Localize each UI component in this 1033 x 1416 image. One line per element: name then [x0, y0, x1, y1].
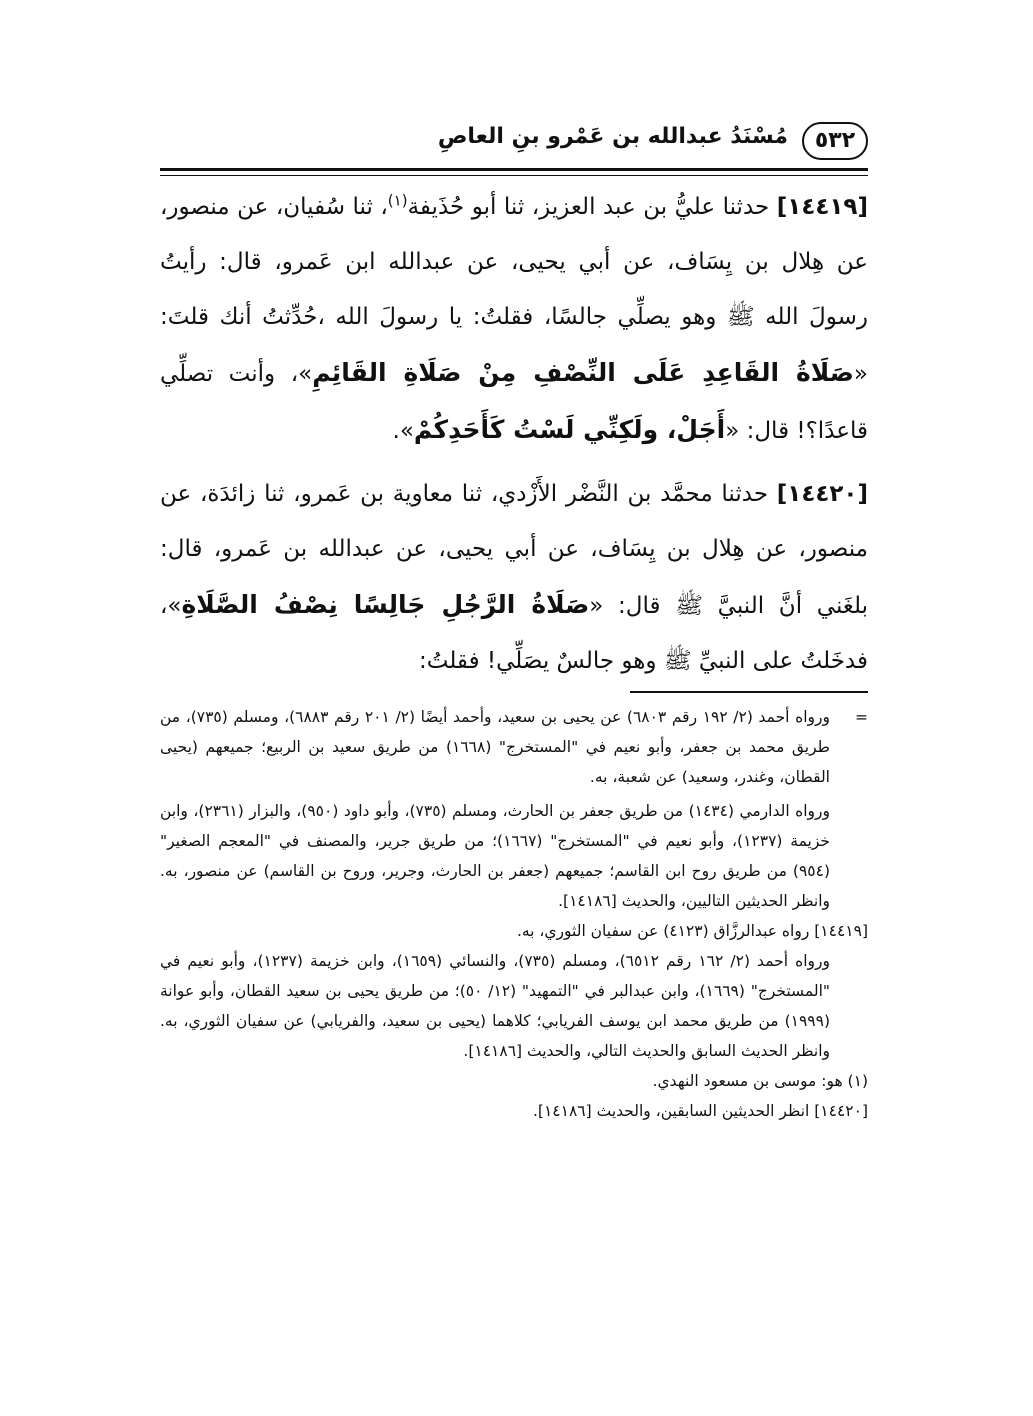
footnote-ref: (١)	[387, 191, 408, 210]
footnote-text: ورواه أحمد (٢/ ١٦٢ رقم ٦٥١٢)، ومسلم (٧٣٥)، والنسائي (١٦٥٩)، وابن خزيمة (١٢٣٧)، وأبو نعيم في "المستخرج" (١٦٦٩)، وابن عبدالبر في "التمهيد" (١٢/ ٥٠)؛ من طريق يحيى بن سعيد القطان، وأبو عوانة (١٩٩٩) من طريق محمد ابن يوسف الفريابي؛ كلاهما (يحيى بن سعيد، والفريابي) عن سفيان الثوري، به. وانظر الحديث السابق والحديث التالي، والحديث [١٤١٨٦].	[160, 952, 831, 1060]
page-header	[160, 118, 868, 170]
hadith-text: ».	[392, 418, 414, 444]
prophetic-quote: صَلَاةُ القَاعِدِ عَلَى النِّصْفِ مِنْ صَلَاةِ القَائِمِ	[312, 358, 854, 387]
footnote-text: [١٤٤٢٠] انظر الحديثين السابقين، والحديث [١٤١٨٦].	[533, 1102, 868, 1120]
footnote-paragraph	[160, 1096, 868, 1126]
header-rule-thin	[160, 175, 868, 176]
header-rule-thick	[160, 168, 868, 171]
continuation-marker: =	[855, 708, 868, 726]
hadith-14420	[160, 467, 868, 689]
hadith-text: ، ثنا سُفيان، عن منصور، عن هِلال بن يِسَاف، عن أبي يحيى، عن عبدالله ابن عَمرو، قال: رأيتُ رسولَ الله ﷺ وهو يصلِّي جالسًا، فقلتُ: يا رسولَ الله ،حُدِّثتُ أنك قلتَ: «	[160, 194, 868, 387]
hadith-text: حدثنا محمَّد بن النَّضْر الأَزْدي، ثنا معاوية بن عَمرو، ثنا زائدَة، عن منصور، عن هِلال بن يِسَاف، عن أبي يحيى، عن عبدالله بن عَمرو، قال: بلغَني أنَّ النبيَّ ﷺ قال: «	[160, 481, 868, 619]
footnote-separator	[630, 691, 868, 693]
footnote-paragraph	[160, 946, 868, 1066]
footnote-paragraph	[160, 916, 868, 946]
footnotes	[160, 702, 868, 1126]
footnote-text: [١٤٤١٩] رواه عبدالرزَّاق (٤١٢٣) عن سفيان الثوري، به.	[516, 922, 868, 940]
footnote-paragraph	[160, 702, 868, 792]
footnote-text: ورواه الدارمي (١٤٣٤) من طريق جعفر بن الحارث، ومسلم (٧٣٥)، وأبو داود (٩٥٠)، والبزار (٢٣٦١)، وابن خزيمة (١٢٣٧)، وأبو نعيم في "المستخرج" (١٦٦٧)؛ من طريق جرير، والمصنف في "المعجم الصغير" (٩٥٤) من طريق روح ابن القاسم؛ جميعهم (جعفر بن الحارث، وجرير، وروح بن القاسم) عن منصور، به. وانظر الحديثين التاليين، والحديث [١٤١٨٦].	[160, 802, 830, 910]
main-text	[160, 180, 868, 689]
hadith-text: حدثنا عليُّ بن عبد العزيز، ثنا أبو حُذَيفة	[407, 194, 777, 220]
footnote-paragraph	[160, 1066, 868, 1096]
hadith-14419	[160, 180, 868, 459]
hadith-number: [١٤٤١٩]	[776, 194, 868, 220]
hadith-number: [١٤٤٢٠]	[776, 481, 868, 507]
footnote-text: ورواه أحمد (٢/ ١٩٢ رقم ٦٨٠٣) عن يحيى بن سعيد، وأحمد أيضًا (٢/ ٢٠١ رقم ٦٨٨٣)، ومسلم (٧٣٥)، من طريق محمد بن جعفر، وأبو نعيم في "المستخرج" (١٦٦٨) من طريق سعيد بن الربيع؛ جميعهم (يحيى القطان، وغندر، وسعيد) عن شعبة، به.	[160, 708, 831, 786]
hadith-text: »، وأنت تصلِّي قاعدًا؟! قال: «	[160, 361, 868, 444]
running-title: مُسْنَدُ عبدالله بن عَمْرو بنِ العاصِ	[437, 124, 788, 149]
prophetic-quote: صَلَاةُ الرَّجُلِ جَالِسًا نِصْفُ الصَّلَاةِ	[181, 590, 590, 619]
page-number: ٥٣٢	[802, 122, 868, 160]
footnote-paragraph	[160, 796, 868, 916]
footnote-text: (١) هو: موسى بن مسعود النهدي.	[652, 1072, 868, 1090]
prophetic-quote: أَجَلْ، ولَكِنِّي لَسْتُ كَأَحَدِكُمْ	[413, 415, 726, 444]
hadith-text: »، فدخَلتُ على النبيِّ ﷺ وهو جالسٌ يصَلِّي! فقلتُ:	[160, 593, 868, 674]
